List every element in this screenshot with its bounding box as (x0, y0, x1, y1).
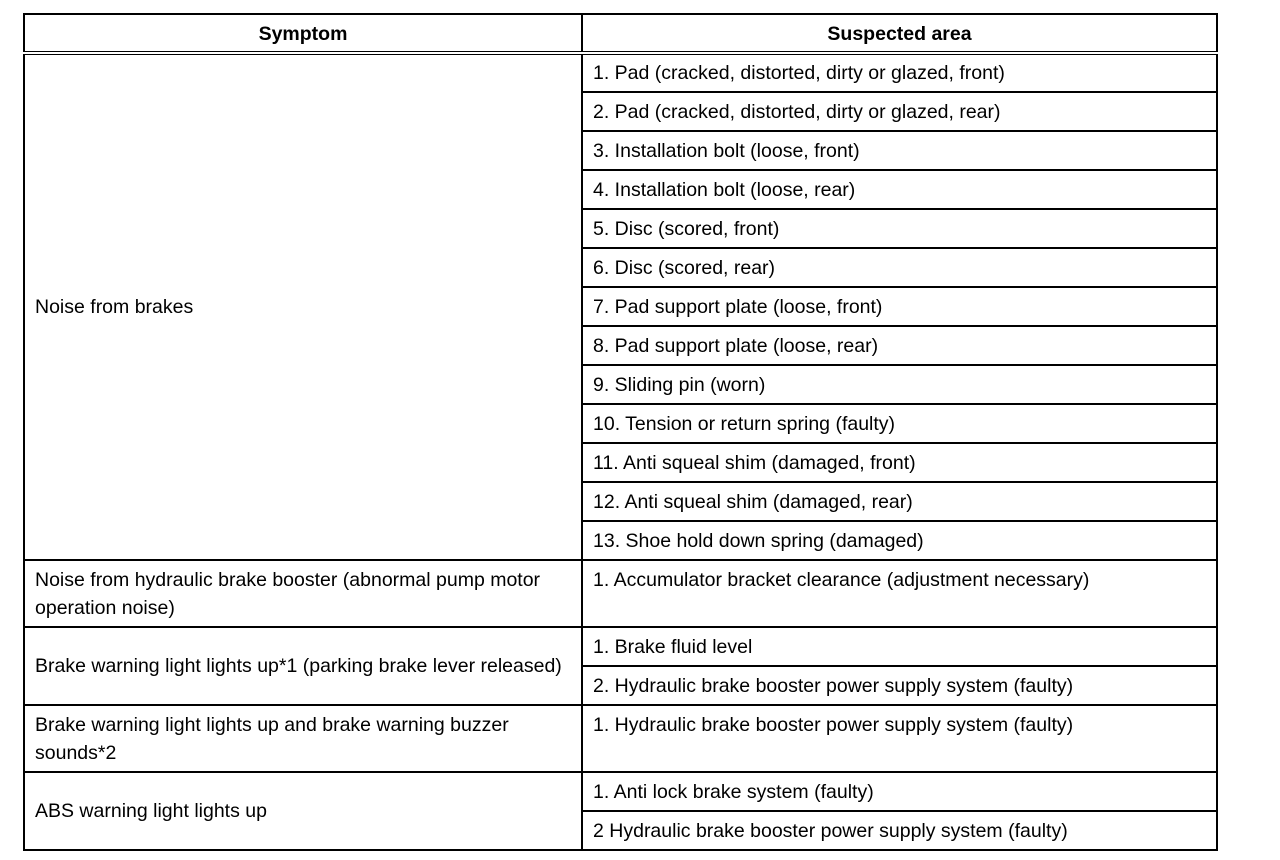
suspected-area-cell: 8. Pad support plate (loose, rear) (582, 326, 1217, 365)
table-row (24, 705, 1217, 772)
symptom-cell: Brake warning light lights up and brake warning buzzer sounds*2 (24, 705, 582, 772)
table-row (24, 53, 1217, 92)
suspected-area-cell: 2. Pad (cracked, distorted, dirty or glazed, rear) (582, 92, 1217, 131)
suspected-area-cell: 1. Brake fluid level (582, 627, 1217, 666)
suspected-area-cell: 2 Hydraulic brake booster power supply system (faulty) (582, 811, 1217, 850)
symptom-cell: Brake warning light lights up*1 (parking brake lever released) (24, 627, 582, 705)
header-row (24, 14, 1217, 53)
suspected-area-cell: 5. Disc (scored, front) (582, 209, 1217, 248)
table-row (24, 560, 1217, 627)
header-suspected-area: Suspected area (582, 14, 1217, 53)
suspected-area-cell: 3. Installation bolt (loose, front) (582, 131, 1217, 170)
suspected-area-cell: 6. Disc (scored, rear) (582, 248, 1217, 287)
suspected-area-cell: 4. Installation bolt (loose, rear) (582, 170, 1217, 209)
suspected-area-cell: 1. Anti lock brake system (faulty) (582, 772, 1217, 811)
table-row (24, 772, 1217, 811)
symptom-table (23, 13, 1218, 851)
suspected-area-cell: 7. Pad support plate (loose, front) (582, 287, 1217, 326)
suspected-area-cell: 13. Shoe hold down spring (damaged) (582, 521, 1217, 560)
symptom-cell: Noise from hydraulic brake booster (abnormal pump motor operation noise) (24, 560, 582, 627)
symptom-cell: ABS warning light lights up (24, 772, 582, 850)
suspected-area-cell: 1. Accumulator bracket clearance (adjustment necessary) (582, 560, 1217, 627)
suspected-area-cell: 2. Hydraulic brake booster power supply system (faulty) (582, 666, 1217, 705)
suspected-area-cell: 11. Anti squeal shim (damaged, front) (582, 443, 1217, 482)
header-symptom: Symptom (24, 14, 582, 53)
suspected-area-cell: 10. Tension or return spring (faulty) (582, 404, 1217, 443)
suspected-area-cell: 1. Pad (cracked, distorted, dirty or glazed, front) (582, 53, 1217, 92)
suspected-area-cell: 9. Sliding pin (worn) (582, 365, 1217, 404)
table-row (24, 627, 1217, 666)
suspected-area-cell: 12. Anti squeal shim (damaged, rear) (582, 482, 1217, 521)
suspected-area-cell: 1. Hydraulic brake booster power supply system (faulty) (582, 705, 1217, 772)
symptom-cell: Noise from brakes (24, 53, 582, 560)
